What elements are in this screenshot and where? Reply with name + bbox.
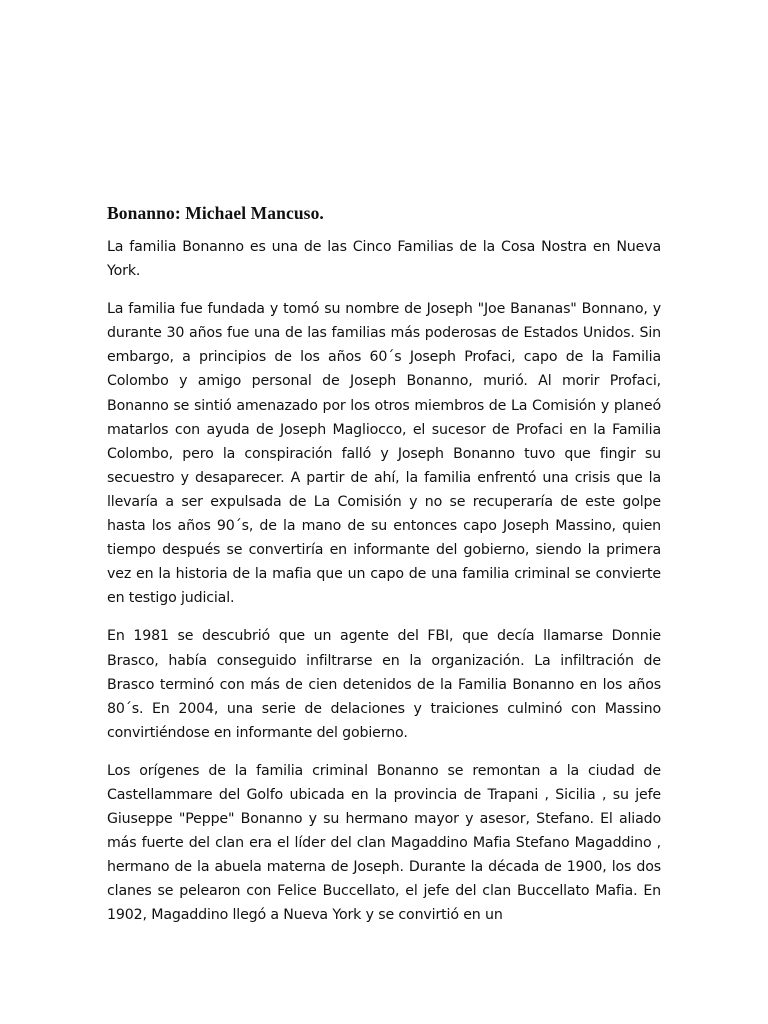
paragraph-fbi: En 1981 se descubrió que un agente del FBI, que decía llamarse Donnie Brasco, había conseguido infiltrarse en la organización. La infiltración de Brasco terminó con más de cien detenidos de la Familia Bonanno en los años 80´s. En 2004, una serie de delaciones y traiciones culminó con Massino convirtiéndose en informante del gobierno. xyxy=(107,628,661,741)
paragraph-origins: Los orígenes de la familia criminal Bonanno se remontan a la ciudad de Castellammare del Golfo ubicada en la provincia de Trapani , Sicilia , su jefe Giuseppe "Peppe" Bonanno y su hermano mayor y asesor, Stefano. El aliado más fuerte del clan era el líder del clan Magaddino Mafia Stefano Magaddino , hermano de la abuela materna de Joseph. Durante la década de 1900, los dos clanes se pelearon con Felice Buccellato, el jefe del clan Buccellato Mafia. En 1902, Magaddino llegó a Nueva York y se convirtió en un xyxy=(107,762,661,924)
document-title: Bonanno: Michael Mancuso. xyxy=(107,203,324,223)
document-body xyxy=(107,202,661,928)
paragraph-intro: La familia Bonanno es una de las Cinco Familias de la Cosa Nostra en Nueva York. xyxy=(107,239,661,280)
paragraph-history: La familia fue fundada y tomó su nombre de Joseph "Joe Bananas" Bonnano, y durante 30 años fue una de las familias más poderosas de Estados Unidos. Sin embargo, a principios de los años 60´s Joseph Profaci, capo de la Familia Colombo y amigo personal de Joseph Bonanno, murió. Al morir Profaci, Bonanno se sintió amenazado por los otros miembros de La Comisión y planeó matarlos con ayuda de Joseph Magliocco, el sucesor de Profaci en la Familia Colombo, pero la conspiración falló y Joseph Bonanno tuvo que fingir su secuestro y desaparecer. A partir de ahí, la familia enfrentó una crisis que la llevaría a ser expulsada de La Comisión y no se recuperaría de este golpe hasta los años 90´s, de la mano de su entonces capo Joseph Massino, quien tiempo después se convertiría en informante del gobierno, siendo la primera vez en la historia de la mafia que un capo de una familia criminal se convierte en testigo judicial. xyxy=(107,301,661,607)
